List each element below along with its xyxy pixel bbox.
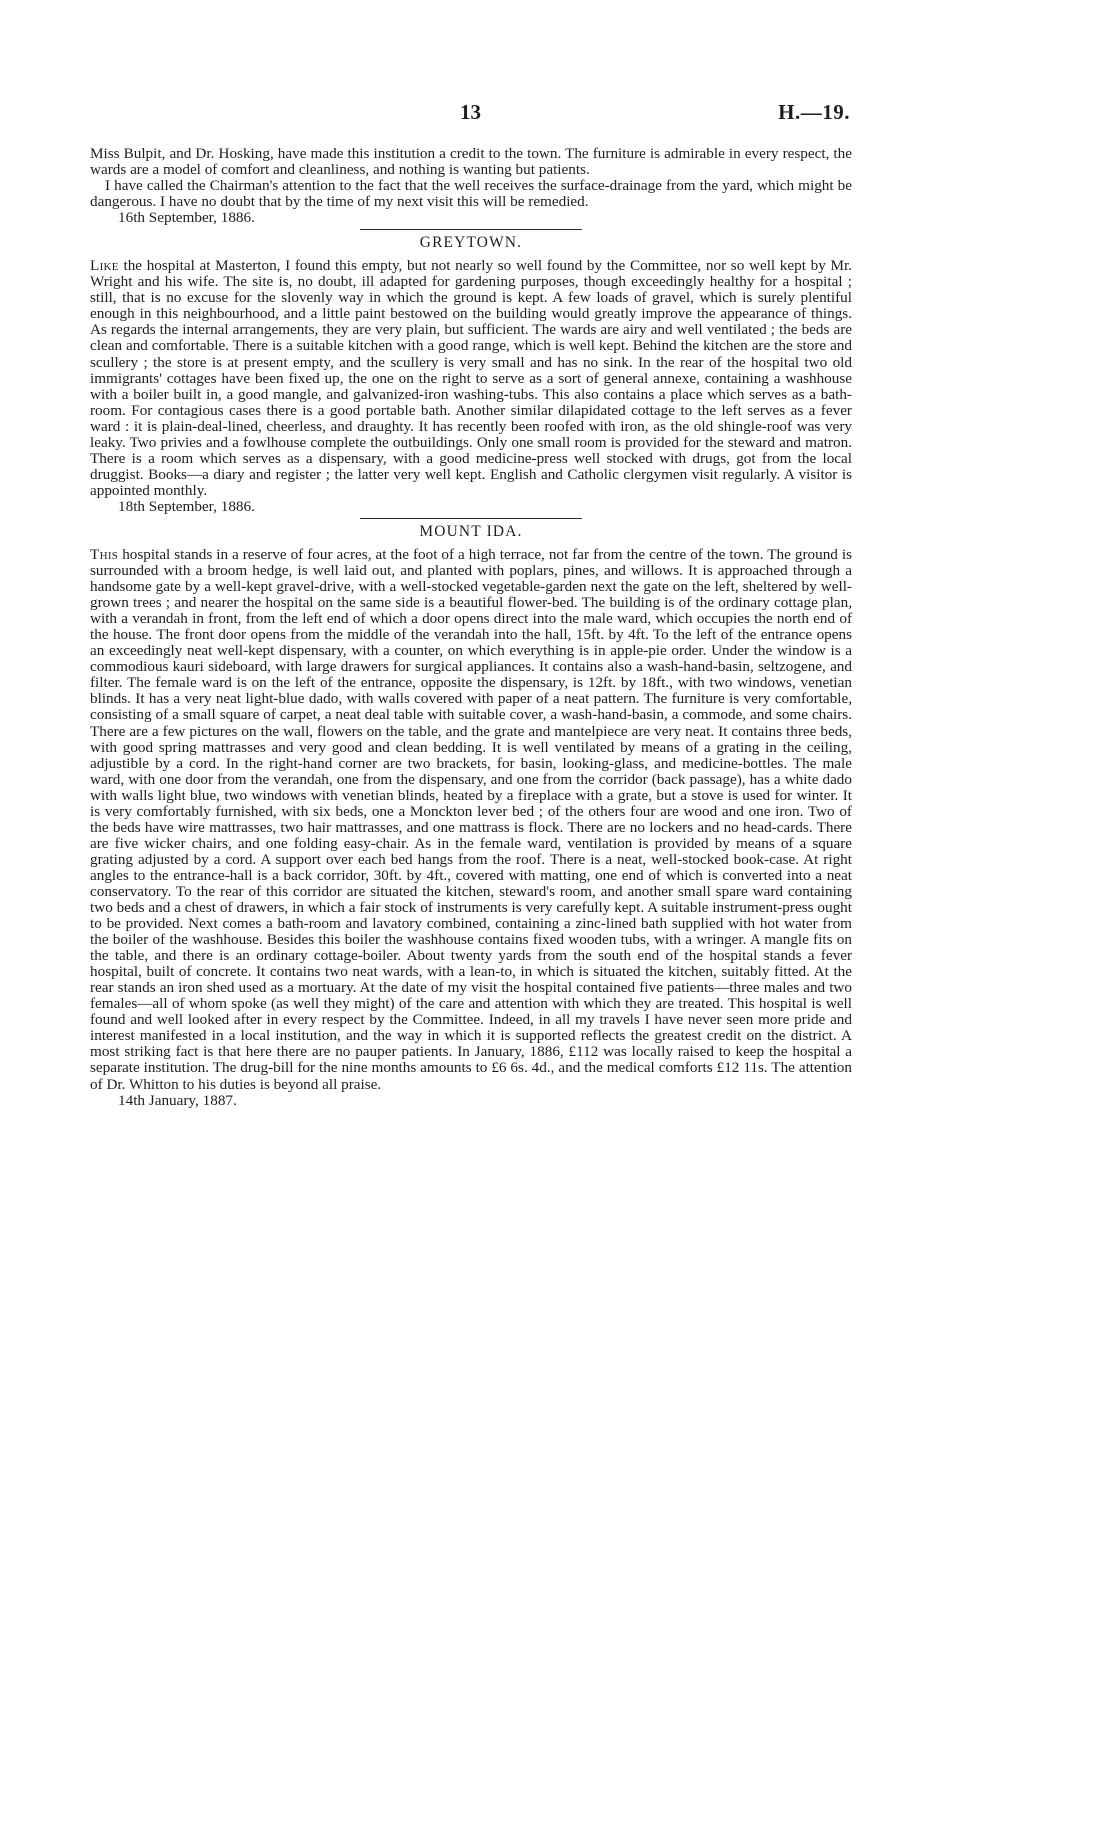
intro-date: 16th September, 1886.: [118, 209, 255, 227]
mount-ida-lead-word: This: [90, 545, 119, 563]
document-page: [90, 100, 852, 1109]
page-number: 13: [460, 100, 481, 124]
mount-ida-heading: MOUNT IDA.: [419, 522, 523, 540]
mount-ida-date: 14th January, 1887.: [118, 1091, 237, 1109]
section-divider: [360, 518, 582, 519]
mount-ida-paragraph: [90, 547, 852, 1093]
greytown-body: the hospital at Masterton, I found this empty, but not nearly so well found by the Committee, nor so well kept by Mr. Wright and his wife. The site is, no doubt, ill adapted for gardening purposes, though exceedingly healthy for a hospital ; still, that is no excuse for the slovenly way in which the ground is kept. A few loads of gravel, which is surely plentiful enough in this neighbourhood, and a little paint bestowed on the building would greatly improve the appearance of things. As regards the internal arrangements, they are very plain, but sufficient. The wards are airy and well ventilated ; the beds are clean and comfortable. There is a suitable kitchen with a good range, which is well kept. Behind the kitchen are the store and scullery ; the store is at present empty, and the scullery is very small and has no sink. In the rear of the hospital two old immigrants' cottages have been fixed up, the one on the right to serve as a sort of general annexe, containing a washhouse with a boiler built in, a good mangle, and galvanized-iron washing-tubs. This also contains a place which serves as a bath-room. For contagious cases there is a good portable bath. Another similar dilapidated cottage to the left serves as a fever ward : it is plain-deal-lined, cheerless, and draughty. It has recently been roofed with iron, as the old shingle-roof was very leaky. Two privies and a fowlhouse complete the outbuildings. Only one small room is provided for the steward and matron. There is a room which serves as a dispensary, with a good medicine-press well stocked with drugs, got from the local druggist. Books—a diary and register ; the latter very well kept. English and Catholic clergymen visit regularly. A visitor is appointed monthly.: [90, 257, 852, 499]
intro-paragraph: Miss Bulpit, and Dr. Hosking, have made this institution a credit to the town. The furniture is admirable in every respect, the wards are a model of comfort and cleanliness, and nothing is wanting but patients.: [90, 145, 852, 179]
page-header: [90, 100, 852, 146]
mount-ida-body: hospital stands in a reserve of four acres, at the foot of a high terrace, not far from the centre of the town. The ground is surrounded with a broom hedge, is well laid out, and planted with poplars, pines, and willows. It is approached through a handsome gate by a well-kept gravel-drive, with a well-stocked vegetable-garden next the gate on the left, sheltered by well-grown trees ; and nearer the hospital on the same side is a beautiful flower-bed. The building is of the ordinary cottage plan, with a verandah in front, from the left end of which a door opens direct into the male ward, which occupies the north end of the house. The front door opens from the middle of the verandah into the hall, 15ft. by 4ft. To the left of the entrance opens an exceedingly neat well-kept dispensary, with a counter, on which everything is in apple-pie order. Under the window is a commodious kauri sideboard, with large drawers for surgical appliances. It contains also a wash-hand-basin, seltzogene, and filter. The female ward is on the left of the entrance, opposite the dispensary, is 12ft. by 18ft., with two windows, venetian blinds. It has a very neat light-blue dado, with walls covered with paper of a neat pattern. The furniture is very comfortable, consisting of a small square of carpet, a neat deal table with suitable cover, a wash-hand-basin, a commode, and some chairs. There are a few pictures on the wall, flowers on the table, and the grate and mantelpiece are very neat. It contains three beds, with good spring mattrasses and very good and clean bedding. It is well ventilated by means of a grating in the ceiling, adjustible by a cord. In the right-hand corner are two brackets, for basin, looking-glass, and medicine-bottles. The male ward, with one door from the verandah, one from the dispensary, and one from the corridor (back passage), has a white dado with walls light blue, two windows with venetian blinds, heated by a fireplace with a grate, but a stove is used for winter. It is very comfortably furnished, with six beds, one a Monckton lever bed ; of the others four are wood and one iron. Two of the beds have wire mattrasses, two hair mattrasses, and one mattrass is flock. There are no lockers and no head-cards. There are five wicker chairs, and one folding easy-chair. As in the female ward, ventilation is provided by means of a square grating adjusted by a cord. A support over each bed hangs from the roof. There is a neat, well-stocked book-case. At right angles to the entrance-hall is a back corridor, 30ft. by 4ft., covered with matting, one end of which is converted into a neat conservatory. To the rear of this corridor are situated the kitchen, steward's room, and another small spare ward containing two beds and a chest of drawers, in which a fair stock of instruments is very carefully kept. A suitable instrument-press ought to be provided. Next comes a bath-room and lavatory combined, containing a zinc-lined bath supplied with hot water from the boiler of the washhouse. Besides this boiler the washhouse contains fixed wooden tubs, with a wringer. A mangle fits on the table, and there is an ordinary cottage-boiler. About twenty yards from the south end of the hospital stands a fever hospital, built of concrete. It contains two neat wards, with a lean-to, in which is situated the kitchen, suitably fitted. At the rear stands an iron shed used as a mortuary. At the date of my visit the hospital contained five patients—three males and two females—all of whom spoke (as well they might) of the care and attention with which they are treated. This hospital is well found and well looked after in every respect by the Committee. Indeed, in all my travels I have never seen more pride and interest manifested in a local institution, and the way in which it is supported reflects the greatest credit on the district. A most striking fact is that here there are no pauper patients. In January, 1886, £112 was locally raised to keep the hospital a separate institution. The drug-bill for the nine months amounts to £6 6s. 4d., and the medical comforts £12 11s. The attention of Dr. Whitton to his duties is beyond all praise.: [90, 545, 852, 1093]
greytown-date: 18th September, 1886.: [118, 497, 255, 515]
document-reference: H.—19.: [778, 100, 850, 124]
greytown-lead-word: Like: [90, 257, 119, 275]
intro-paragraph-drainage: I have called the Chairman's attention to the fact that the well receives the surface-drainage from the yard, which might be dangerous. I have no doubt that by the time of my next visit this will be remedied.: [90, 177, 852, 211]
greytown-paragraph: [90, 258, 852, 499]
section-divider: [360, 229, 582, 230]
greytown-heading: GREYTOWN.: [419, 234, 523, 252]
